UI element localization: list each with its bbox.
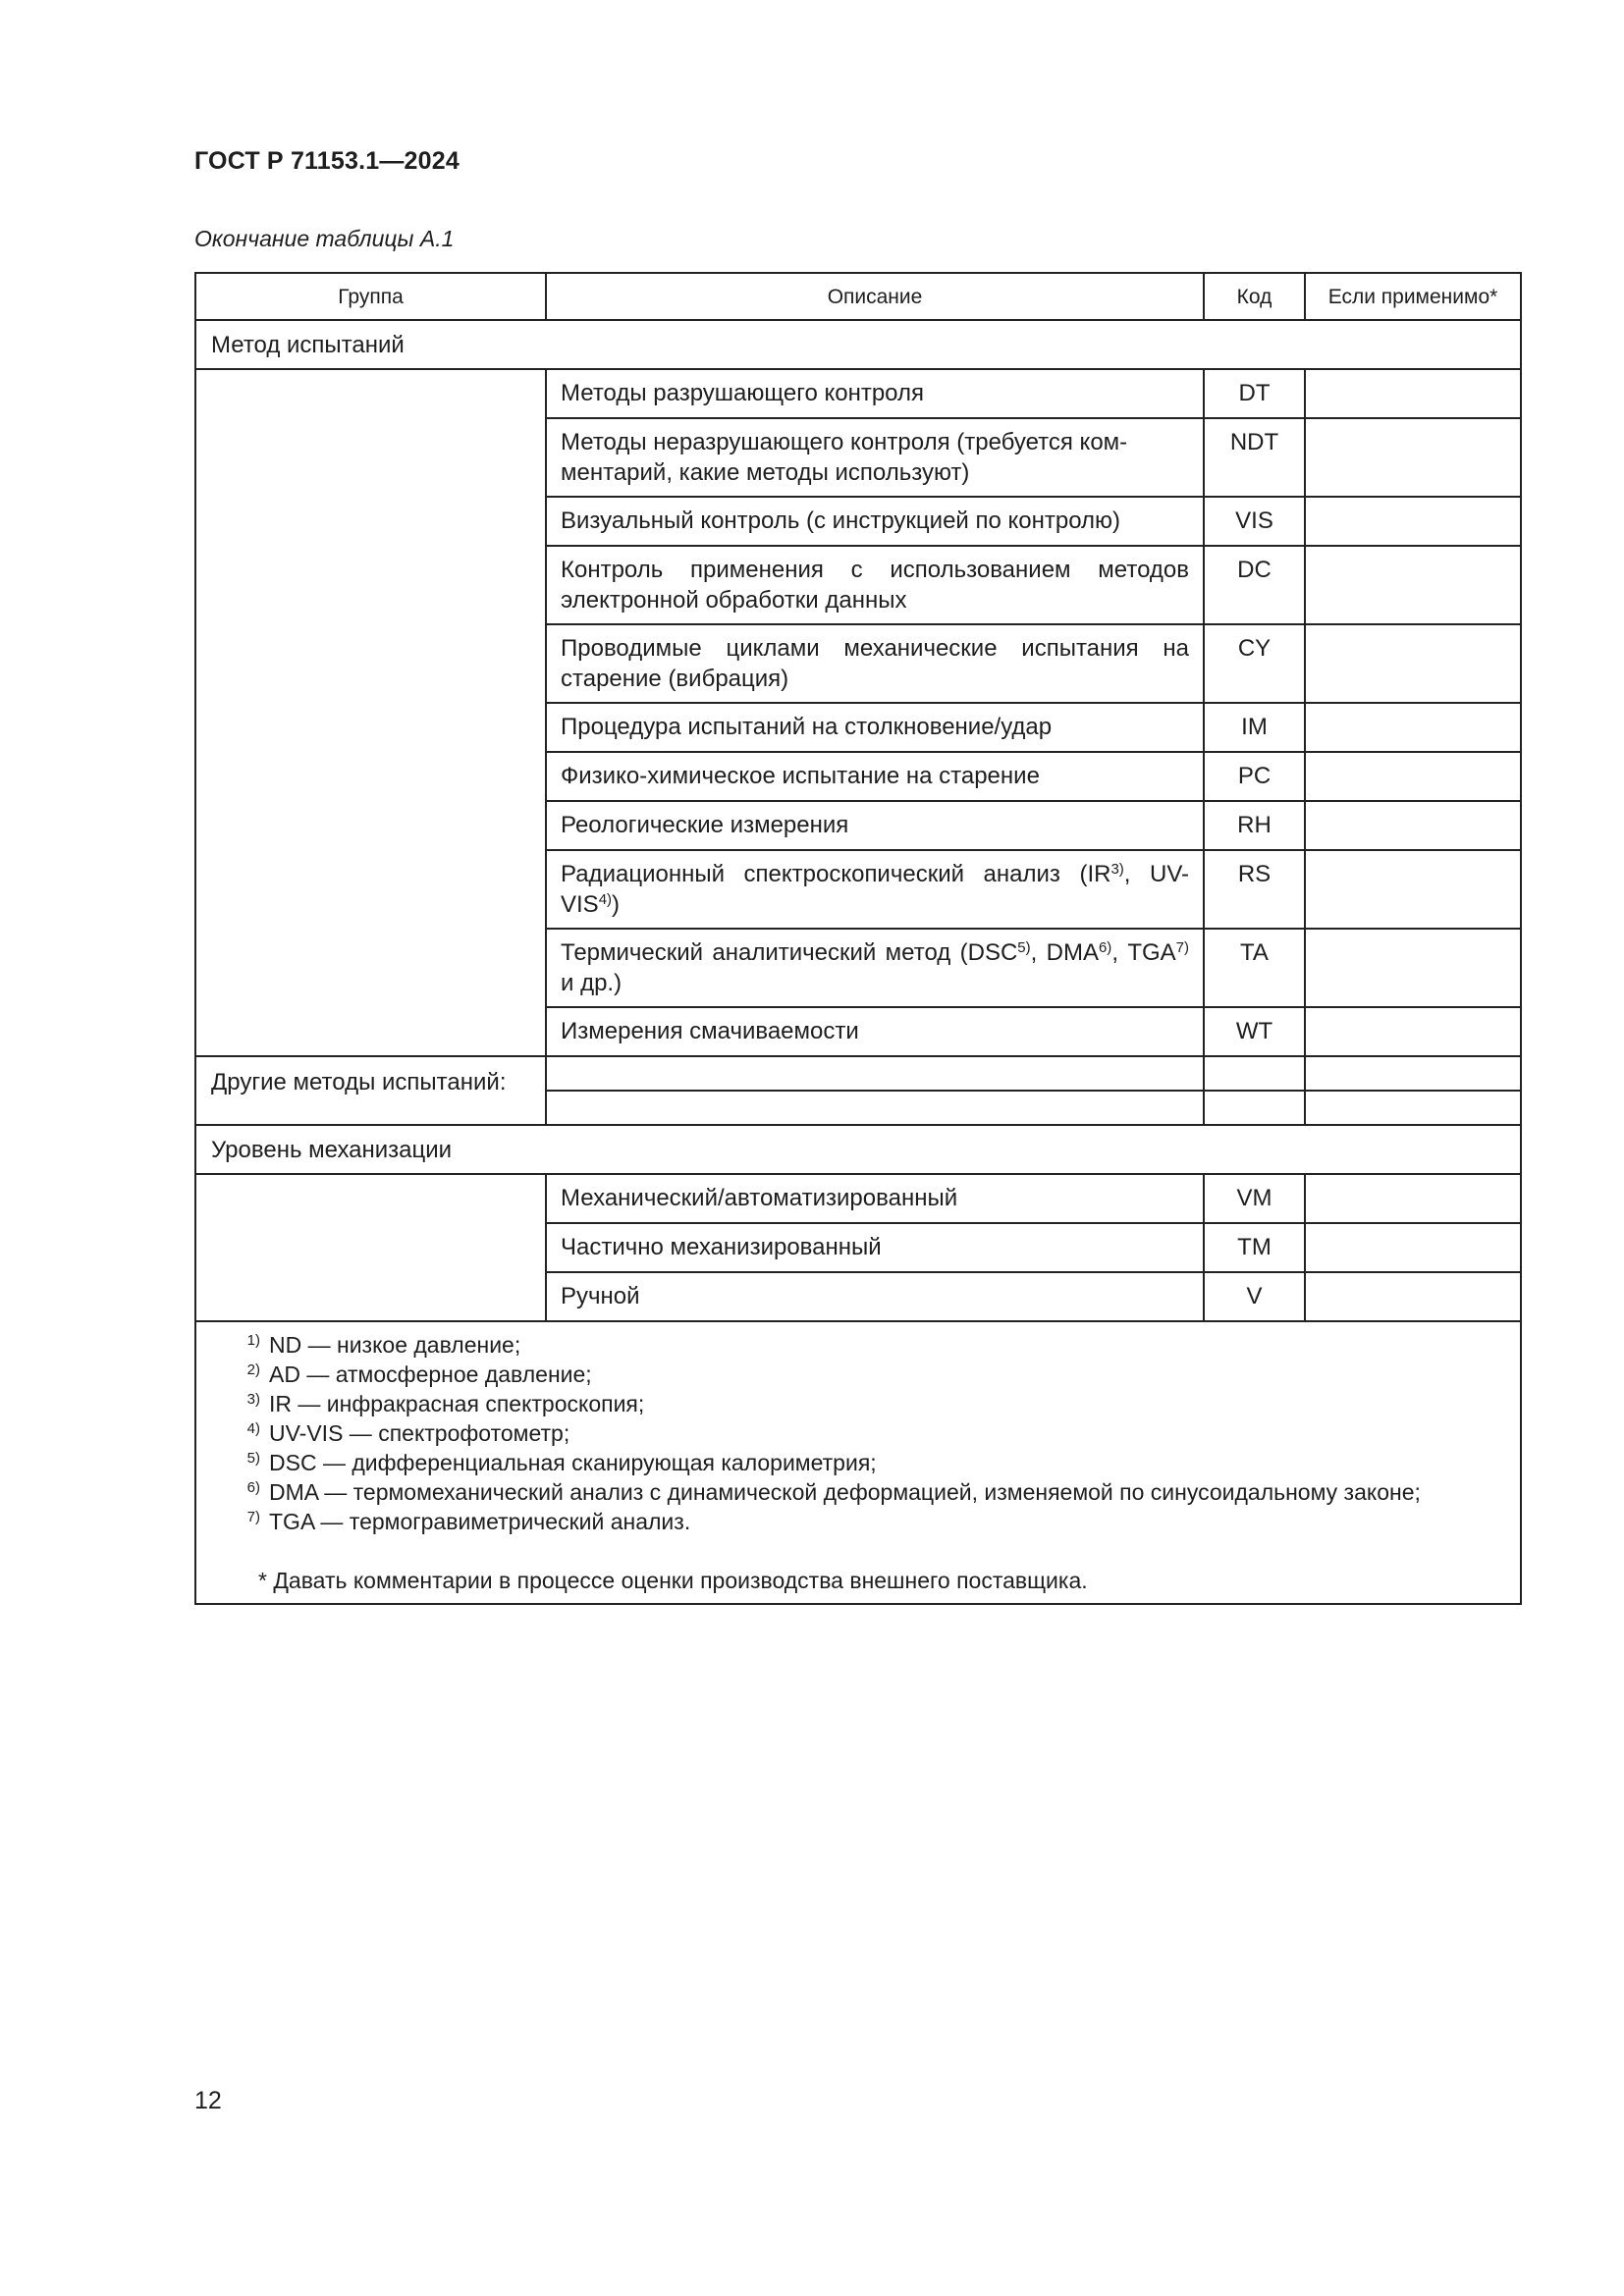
footnote: $^{1)}$ ND — низкое давление; [246, 1332, 521, 1358]
footnote: $^{6)}$ DMA — термомеханический анализ с динамической деформацией, изменяемой по синусоидальному законе; [246, 1479, 1421, 1505]
footnote: $^{5)}$ DSC — дифференциальная сканирующая калориметрия; [246, 1450, 877, 1475]
row-applicable-cell[interactable] [1305, 546, 1521, 624]
desc-part: Термический аналитический метод (DSC [561, 939, 1018, 966]
row-code: VM [1204, 1174, 1305, 1223]
row-description-empty[interactable] [546, 1091, 1204, 1125]
footnote: $^{7)}$ TGA — термогравиметрический анализ. [246, 1509, 691, 1534]
row-description: Измерения смачиваемости [546, 1007, 1204, 1056]
section-title-test-method: Метод испытаний [195, 320, 1521, 369]
test-methods-table [194, 272, 1522, 1605]
row-description: Реологические измерения [546, 801, 1204, 850]
row-description: Контроль применения с использованием методов электронной обработки данных [546, 546, 1204, 624]
desc-part: , TGA [1111, 939, 1176, 966]
footnote-ref: 5) [1017, 939, 1031, 956]
footnote-text: IR — инфракрасная спектроскопия; [269, 1391, 645, 1416]
desc-part: , DMA [1030, 939, 1099, 966]
row-applicable-cell[interactable] [1305, 1091, 1521, 1125]
row-description-empty[interactable] [546, 1056, 1204, 1091]
row-description-line-1: Методы неразрушающего контроля (требуется ком- [561, 429, 1128, 455]
row-description: Ручной [546, 1272, 1204, 1321]
row-code-empty[interactable] [1204, 1091, 1305, 1125]
row-applicable-cell[interactable] [1305, 418, 1521, 497]
footnote-ref: 3) [1110, 861, 1124, 878]
row-code: DT [1204, 369, 1305, 418]
comment-note: * Давать комментарии в процессе оценки производства внешнего поставщика. [258, 1568, 1088, 1593]
row-description: Физико-химическое испытание на старение [546, 752, 1204, 801]
footnote-ref: 4) [598, 891, 613, 908]
footnote-text: ND — низкое давление; [269, 1332, 521, 1358]
footnote: $^{3)}$ IR — инфракрасная спектроскопия; [246, 1391, 645, 1416]
row-code: TM [1204, 1223, 1305, 1272]
footnote: $^{4)}$ UV-VIS — спектрофотометр; [246, 1420, 570, 1446]
desc-part: ) [612, 891, 621, 918]
row-code: VIS [1204, 497, 1305, 546]
footnote-text: AD — атмосферное давление; [269, 1362, 592, 1387]
table-row-other-methods [195, 1056, 1521, 1091]
table-caption: Окончание таблицы А.1 [194, 226, 455, 251]
column-header-code: Код [1204, 273, 1305, 320]
row-applicable-cell[interactable] [1305, 1223, 1521, 1272]
section-row-mechanization [195, 1125, 1521, 1174]
row-applicable-cell[interactable] [1305, 1174, 1521, 1223]
row-applicable-cell[interactable] [1305, 752, 1521, 801]
row-applicable-cell[interactable] [1305, 1056, 1521, 1091]
column-header-if-applicable: Если применимо* [1305, 273, 1521, 320]
row-code: RS [1204, 850, 1305, 929]
row-applicable-cell[interactable] [1305, 929, 1521, 1007]
row-code: WT [1204, 1007, 1305, 1056]
footnote-text: DSC — дифференциальная сканирующая калориметрия; [269, 1450, 877, 1475]
row-code: V [1204, 1272, 1305, 1321]
row-applicable-cell[interactable] [1305, 1272, 1521, 1321]
row-description: Механический/автоматизированный [546, 1174, 1204, 1223]
row-description: Визуальный контроль (с инструкцией по контролю) [546, 497, 1204, 546]
footnote-ref: 7) [1175, 939, 1189, 956]
row-applicable-cell[interactable] [1305, 369, 1521, 418]
page-number: 12 [194, 2087, 222, 2114]
group-cell-empty [195, 1174, 546, 1321]
row-description: Проводимые циклами механические испытания на старение (вибрация) [546, 624, 1204, 703]
row-code: IM [1204, 703, 1305, 752]
document-header: ГОСТ Р 71153.1—2024 [194, 147, 460, 175]
row-applicable-cell[interactable] [1305, 1007, 1521, 1056]
section-row-test-method [195, 320, 1521, 369]
row-applicable-cell[interactable] [1305, 497, 1521, 546]
desc-part: Радиационный спектроскопический анализ (IR [561, 861, 1111, 887]
desc-part: , UV-VIS [561, 861, 1189, 918]
footnote-text: UV-VIS — спектрофотометр; [269, 1420, 570, 1446]
row-code: DC [1204, 546, 1305, 624]
group-cell-other-methods: Другие методы испытаний: [195, 1056, 546, 1125]
row-code: RH [1204, 801, 1305, 850]
footnote: $^{2)}$ AD — атмосферное давление; [246, 1362, 592, 1387]
footnote-text: TGA — термогравиметрический анализ. [269, 1509, 691, 1534]
column-header-description: Описание [546, 273, 1204, 320]
row-description [546, 850, 1204, 929]
row-description [546, 418, 1204, 497]
footnotes-cell [195, 1321, 1521, 1604]
row-applicable-cell[interactable] [1305, 850, 1521, 929]
row-code: NDT [1204, 418, 1305, 497]
table-row [195, 1174, 1521, 1223]
desc-part: и др.) [561, 970, 623, 996]
group-cell-empty [195, 369, 546, 1056]
row-applicable-cell[interactable] [1305, 801, 1521, 850]
column-header-group: Группа [195, 273, 546, 320]
row-code-empty[interactable] [1204, 1056, 1305, 1091]
row-description [546, 929, 1204, 1007]
footnotes-row [195, 1321, 1521, 1604]
table-header-row [195, 273, 1521, 320]
row-applicable-cell[interactable] [1305, 703, 1521, 752]
section-title-mechanization: Уровень механизации [195, 1125, 1521, 1174]
row-description: Методы разрушающего контроля [546, 369, 1204, 418]
row-description: Процедура испытаний на столкновение/удар [546, 703, 1204, 752]
footnote-text: DMA — термомеханический анализ с динамической деформацией, изменяемой по синусоидальному законе; [269, 1479, 1421, 1505]
row-code: PC [1204, 752, 1305, 801]
row-code: CY [1204, 624, 1305, 703]
row-description-line-2: ментарий, какие методы используют) [561, 459, 970, 486]
row-description: Частично механизированный [546, 1223, 1204, 1272]
row-code: TA [1204, 929, 1305, 1007]
row-applicable-cell[interactable] [1305, 624, 1521, 703]
table-row [195, 369, 1521, 418]
footnote-ref: 6) [1098, 939, 1112, 956]
